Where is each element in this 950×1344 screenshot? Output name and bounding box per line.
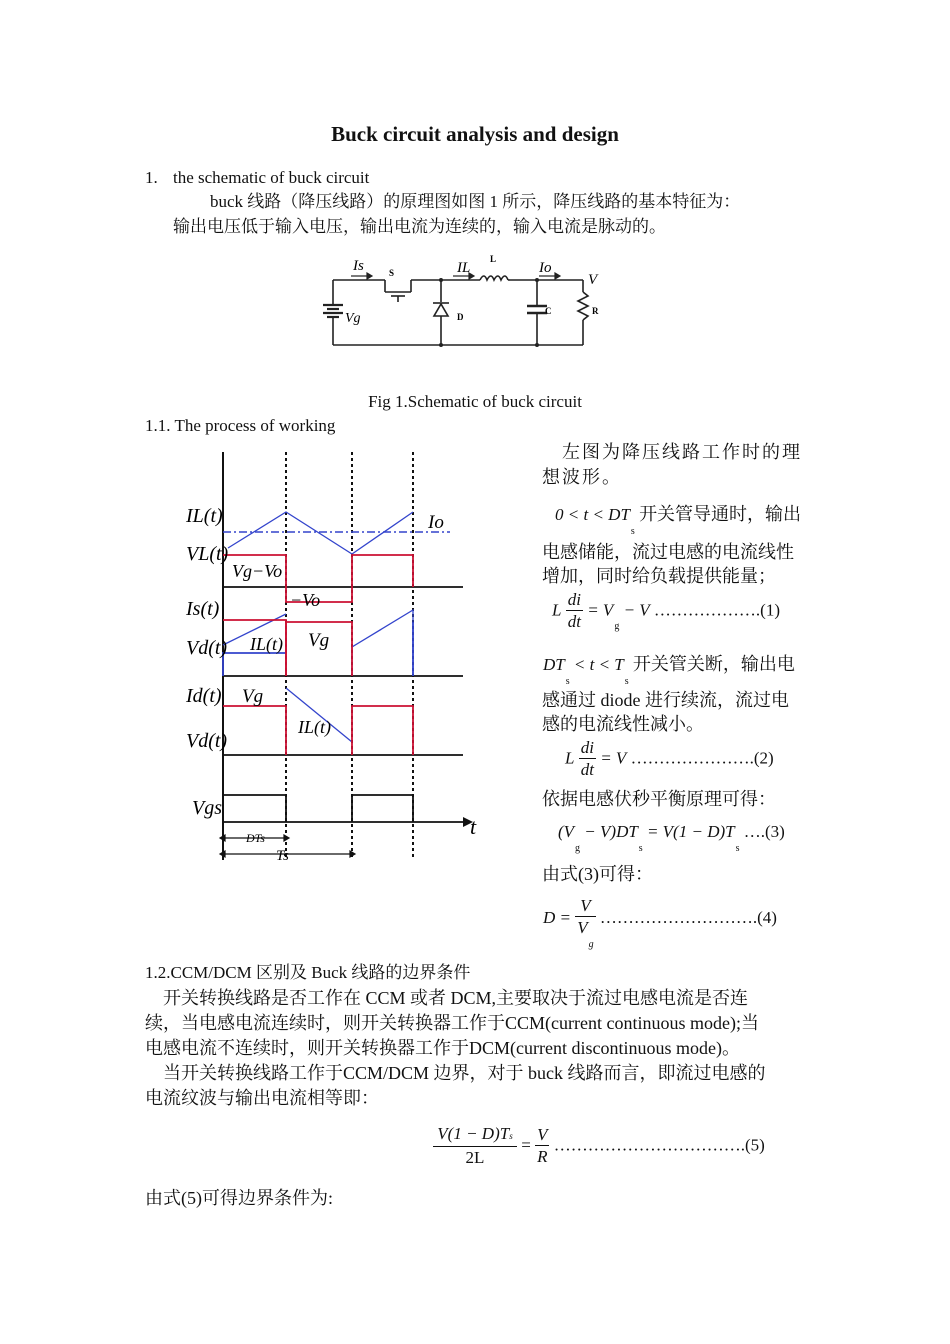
wf-label-vg-a: Vg bbox=[308, 630, 330, 651]
eq2-num: di bbox=[580, 738, 594, 757]
section-1-line2: 输出电压低于输入电压，输出电流为连续的，输入电流是脉动的。 bbox=[173, 217, 666, 236]
eq5-den: 2L bbox=[465, 1148, 485, 1167]
wf-label-dts: DTs bbox=[246, 831, 265, 845]
eq1-num: di bbox=[567, 590, 581, 609]
condition-2-text: 开关管关断，输出电 bbox=[632, 654, 795, 674]
label-v: V bbox=[588, 272, 598, 288]
condition-1-text: 开关管导通时，输出 bbox=[639, 504, 802, 524]
condition-2-left: DT bbox=[543, 655, 565, 674]
eq1-rhs2: − V bbox=[623, 600, 650, 620]
eq1-den: dt bbox=[567, 612, 581, 631]
eq1-label: .(1) bbox=[755, 600, 780, 620]
eq3-label: ….(3) bbox=[743, 822, 785, 841]
s11-p2-line2: 增加，同时给负载提供能量； bbox=[542, 566, 776, 586]
s11-p1-line2: 想波形。 bbox=[542, 467, 622, 487]
eq4-dots: ……………………… bbox=[599, 907, 753, 927]
eq1-dots: ……………… bbox=[653, 600, 756, 620]
equation-3 bbox=[558, 822, 785, 854]
s11-p3-line2: 感的电流线性减小。 bbox=[542, 714, 704, 734]
eq4-den: V bbox=[577, 918, 588, 937]
wf-label-t: t bbox=[470, 814, 477, 839]
label-r: R bbox=[592, 306, 599, 316]
equation-5 bbox=[433, 1124, 765, 1169]
eq1-lhs: L bbox=[552, 600, 562, 620]
wf-label-is: Is(t) bbox=[186, 598, 220, 620]
label-il: IL bbox=[457, 260, 471, 276]
page-title: Buck circuit analysis and design bbox=[331, 122, 619, 146]
eq5-num-wrap bbox=[433, 1124, 517, 1147]
s11-p1-line1: 左图为降压线路工作时的理 bbox=[562, 442, 802, 462]
label-c: C bbox=[545, 306, 552, 316]
s11-p4: 依据电感伏秒平衡原理可得： bbox=[542, 789, 776, 809]
equation-4 bbox=[543, 896, 777, 950]
eq3-a: (V bbox=[558, 822, 575, 841]
s12-para1-line1: 开关转换线路是否工作在 CCM 或者 DCM,主要取决于流过电感电流是否连 bbox=[163, 988, 749, 1008]
eq2-lhs: L bbox=[565, 748, 575, 768]
eq4-num: V bbox=[575, 896, 595, 917]
label-d: D bbox=[457, 312, 464, 322]
eq4-lhs: D = bbox=[543, 907, 571, 927]
eq2-den: dt bbox=[580, 760, 594, 779]
wf-label-vgs: Vgs bbox=[192, 797, 222, 819]
wf-label-neg-vo: −Vo bbox=[290, 590, 321, 610]
section-1-heading: the schematic of buck circuit bbox=[173, 168, 370, 187]
wf-label-vd-2: Vd(t) bbox=[186, 730, 228, 752]
eq4-label: .(4) bbox=[752, 907, 777, 927]
eq3-sub-c: s bbox=[735, 843, 740, 854]
condition-2 bbox=[543, 650, 795, 687]
eq5-num: V(1 − D)T bbox=[437, 1124, 510, 1143]
eq4-den-sub: g bbox=[588, 939, 594, 950]
eq5-num-sub: s bbox=[509, 1131, 513, 1141]
label-is: Is bbox=[353, 258, 364, 274]
s12-para2-line2: 电流纹波与输出电流相等即： bbox=[145, 1088, 379, 1108]
eq3-sub-a: g bbox=[575, 843, 581, 854]
eq2-dots: ………………… bbox=[630, 748, 750, 768]
section-1-2-heading: 1.2.CCM/DCM 区别及 Buck 线路的边界条件 bbox=[145, 963, 471, 982]
condition-1-sub: s bbox=[630, 526, 635, 537]
eq2-label: .(2) bbox=[749, 748, 774, 768]
section-1-line1: buck 线路（降压线路）的原理图如图 1 所示，降压线路的基本特征为： bbox=[210, 192, 741, 211]
condition-2-mid: < t < T bbox=[569, 655, 624, 674]
label-l: L bbox=[490, 254, 497, 264]
eq5-dots: …………………………… bbox=[553, 1135, 741, 1155]
label-s: S bbox=[389, 268, 395, 278]
wf-label-il-b: IL(t) bbox=[298, 717, 331, 737]
wf-label-il-a: IL(t) bbox=[250, 634, 283, 654]
wf-label-vl: VL(t) bbox=[186, 543, 229, 565]
wf-label-io: Io bbox=[428, 512, 444, 533]
s12-para1-line3: 电感电流不连续时，则开关转换器工作于DCM(current discontinuous mode)。 bbox=[145, 1038, 740, 1058]
condition-2-sub2: s bbox=[624, 676, 629, 687]
label-vg: Vg bbox=[345, 311, 361, 326]
wf-label-vg-vo: Vg−Vo bbox=[232, 561, 283, 581]
equation-2 bbox=[565, 738, 774, 781]
eq5-num2: V bbox=[537, 1125, 548, 1144]
condition-1-range: 0 < t < DT bbox=[555, 505, 630, 524]
s11-p3-line1: 感通过 diode 进行续流，流过电 bbox=[542, 690, 789, 710]
s11-p5: 由式(3)可得： bbox=[542, 864, 653, 884]
s11-p2-line1: 电感储能，流过电感的电流线性 bbox=[542, 542, 794, 562]
wf-label-vg-b: Vg bbox=[242, 686, 264, 707]
wf-label-vd-1: Vd(t) bbox=[186, 637, 228, 659]
condition-2-sub1: s bbox=[565, 676, 570, 687]
eq5-mid: = bbox=[521, 1135, 531, 1155]
wf-label-il: IL(t) bbox=[186, 505, 223, 527]
eq3-sub-b: s bbox=[638, 843, 643, 854]
buck-schematic-figure bbox=[315, 250, 615, 360]
eq5-label: .(5) bbox=[740, 1135, 765, 1155]
s12-para2-line1: 当开关转换线路工作于CCM/DCM 边界，对于 buck 线路而言，即流过电感的 bbox=[163, 1063, 766, 1083]
equation-1 bbox=[552, 590, 780, 633]
figure-1-caption: Fig 1.Schematic of buck circuit bbox=[368, 392, 582, 411]
section-1-number: 1. bbox=[145, 168, 158, 187]
wf-label-id: Id(t) bbox=[186, 685, 222, 707]
s12-para1-line2: 续，当电感电流连续时，则开关转换器工作于CCM(current continuous mode);当 bbox=[145, 1013, 759, 1033]
section-1-1-heading: 1.1. The process of working bbox=[145, 416, 336, 435]
wf-label-ts: Ts bbox=[276, 848, 289, 864]
eq1-rhs: = V bbox=[587, 600, 614, 620]
waveform-figure bbox=[180, 450, 490, 875]
condition-1 bbox=[555, 500, 802, 537]
eq3-b: − V)DT bbox=[580, 822, 638, 841]
eq5-den2: R bbox=[537, 1147, 548, 1166]
eq3-c: = V(1 − D)T bbox=[642, 822, 735, 841]
label-io: Io bbox=[539, 260, 552, 276]
eq4-den-wrap bbox=[575, 917, 595, 950]
eq2-rhs: = V bbox=[600, 748, 627, 768]
eq1-rhs-sub: g bbox=[614, 621, 620, 633]
s12-para3: 由式(5)可得边界条件为: bbox=[145, 1188, 333, 1208]
